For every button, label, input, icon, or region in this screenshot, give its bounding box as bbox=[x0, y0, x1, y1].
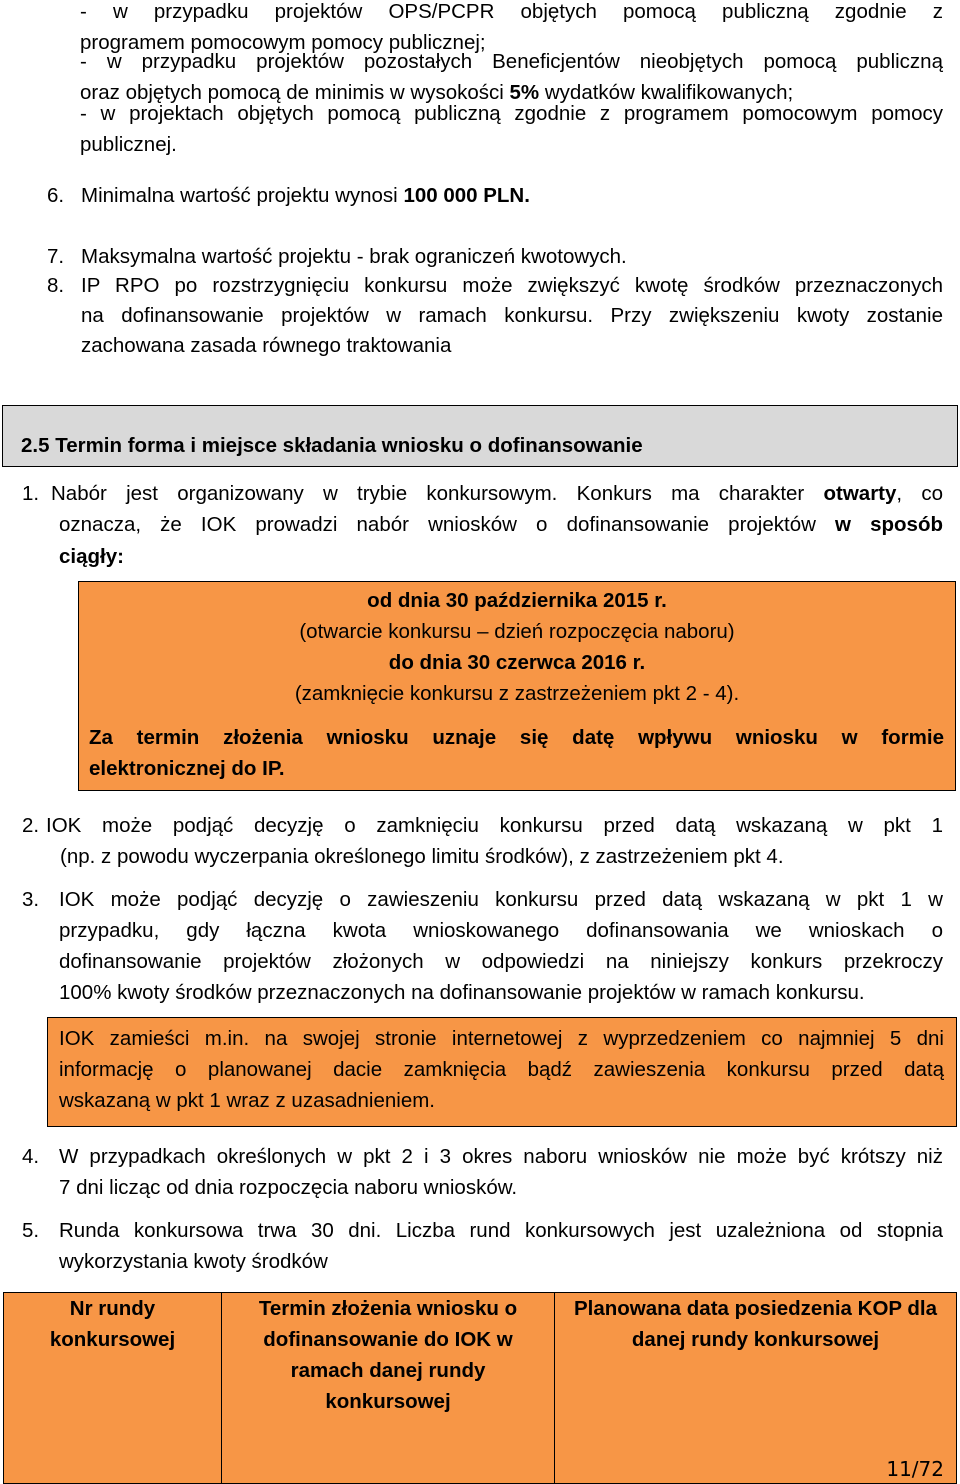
n1-number: 1. bbox=[22, 482, 40, 505]
box1-rule-line2: elektronicznej do IP. bbox=[89, 757, 285, 780]
n4-line1: W przypadkach określonych w pkt 2 i 3 okres naboru wniosków nie może być krótszy niż bbox=[59, 1145, 943, 1168]
section-title: 2.5 Termin forma i miejsce składania wniosku o dofinansowanie bbox=[21, 434, 643, 457]
n4-line2: 7 dni licząc od dnia rozpoczęcia naboru wniosków. bbox=[59, 1176, 518, 1199]
box1-rule-line1: Za termin złożenia wniosku uznaje się datę wpływu wniosku w formie bbox=[89, 726, 944, 749]
n1-line3: ciągły: bbox=[59, 545, 124, 568]
box1-start-note: (otwarcie konkursu – dzień rozpoczęcia naboru) bbox=[299, 620, 735, 643]
point7-text: Maksymalna wartość projektu - brak ograniczeń kwotowych. bbox=[81, 245, 627, 268]
table-header-kop-date: Planowana data posiedzenia KOP dla danej rundy konkursowej bbox=[555, 1293, 957, 1484]
percent-value: 5% bbox=[509, 81, 540, 104]
top-item-1: - w przypadku projektów OPS/PCPR objętych pomocą publiczną zgodnie z bbox=[80, 0, 943, 23]
box1-start-date: od dnia 30 października 2015 r. bbox=[367, 589, 667, 612]
box1-end-note: (zamknięcie konkursu z zastrzeżeniem pkt 2 - 4). bbox=[294, 682, 740, 705]
n2-number: 2. bbox=[22, 814, 40, 837]
top-item-1-cont: programem pomocowym pomocy publicznej; bbox=[80, 31, 486, 54]
point8-number: 8. bbox=[47, 274, 65, 297]
n1-line1: Nabór jest organizowany w trybie konkursowym. Konkurs ma charakter otwarty, co bbox=[51, 482, 943, 505]
n3-line2: przypadku, gdy łączna kwota wnioskowanego dofinansowania we wnioskach o bbox=[59, 919, 943, 942]
n5-line2: wykorzystania kwoty środków bbox=[59, 1250, 328, 1273]
notice-box bbox=[47, 1017, 957, 1127]
n2-line1: IOK może podjąć decyzję o zamknięciu konkursu przed datą wskazaną w pkt 1 bbox=[46, 814, 943, 837]
point8-line2: na dofinansowanie projektów w ramach konkursu. Przy zwiększeniu kwoty zostanie bbox=[81, 304, 943, 327]
point8-line3: zachowana zasada równego traktowania bbox=[81, 334, 452, 357]
n2-line2: (np. z powodu wyczerpania określonego limitu środków), z zastrzeżeniem pkt 4. bbox=[60, 845, 784, 868]
point6-bold: 100 000 PLN. bbox=[403, 184, 530, 207]
n3-line1: IOK może podjąć decyzję o zawieszeniu konkursu przed datą wskazaną w pkt 1 w bbox=[59, 888, 943, 911]
n5-line1: Runda konkursowa trwa 30 dni. Liczba rund konkursowych jest uzależniona od stopnia bbox=[59, 1219, 943, 1242]
rounds-table bbox=[3, 1292, 957, 1484]
box1-end-date: do dnia 30 czerwca 2016 r. bbox=[388, 651, 646, 674]
n1-line2: oznacza, że IOK prowadzi nabór wniosków o dofinansowanie projektów w sposób bbox=[59, 513, 943, 536]
box2-line2: informację o planowanej dacie zamknięcia bądź zawieszenia konkursu przed datą bbox=[59, 1058, 944, 1081]
top-item-2-cont: oraz objętych pomocą de minimis w wysokości 5% wydatków kwalifikowanych; bbox=[80, 81, 794, 104]
point8-line1: IP RPO po rozstrzygnięciu konkursu może zwiększyć kwotę środków przeznaczonych bbox=[81, 274, 943, 297]
n4-number: 4. bbox=[22, 1145, 40, 1168]
table-header-row bbox=[4, 1293, 957, 1484]
table-header-submission-date: Termin złożenia wniosku o dofinansowanie do IOK w ramach danej rundy konkursowej bbox=[222, 1293, 555, 1484]
page-number: 11/72 bbox=[886, 1457, 944, 1481]
n3-line3: dofinansowanie projektów złożonych w odpowiedzi na niniejszy konkurs przekroczy bbox=[59, 950, 943, 973]
box2-line1: IOK zamieści m.in. na swojej stronie internetowej z wyprzedzeniem co najmniej 5 dni bbox=[59, 1027, 944, 1050]
table-header-round-number: Nr rundy konkursowej bbox=[4, 1293, 222, 1484]
n3-line4: 100% kwoty środków przeznaczonych na dofinansowanie projektów w ramach konkursu. bbox=[59, 981, 865, 1004]
point7-number: 7. bbox=[47, 245, 65, 268]
point6-number: 6. bbox=[47, 184, 65, 207]
point6-text: Minimalna wartość projektu wynosi 100 000 PLN. bbox=[81, 184, 530, 207]
n5-number: 5. bbox=[22, 1219, 40, 1242]
deadline-box bbox=[78, 581, 956, 791]
box2-line3: wskazaną w pkt 1 wraz z uzasadnieniem. bbox=[59, 1089, 436, 1112]
top-item-3-cont: publicznej. bbox=[80, 133, 177, 156]
section-header bbox=[2, 405, 958, 467]
top-item-2: - w przypadku projektów pozostałych Beneficjentów nieobjętych pomocą publiczną bbox=[80, 50, 943, 73]
n3-number: 3. bbox=[22, 888, 40, 911]
top-item-3: - w projektach objętych pomocą publiczną zgodnie z programem pomocowym pomocy bbox=[80, 102, 943, 125]
